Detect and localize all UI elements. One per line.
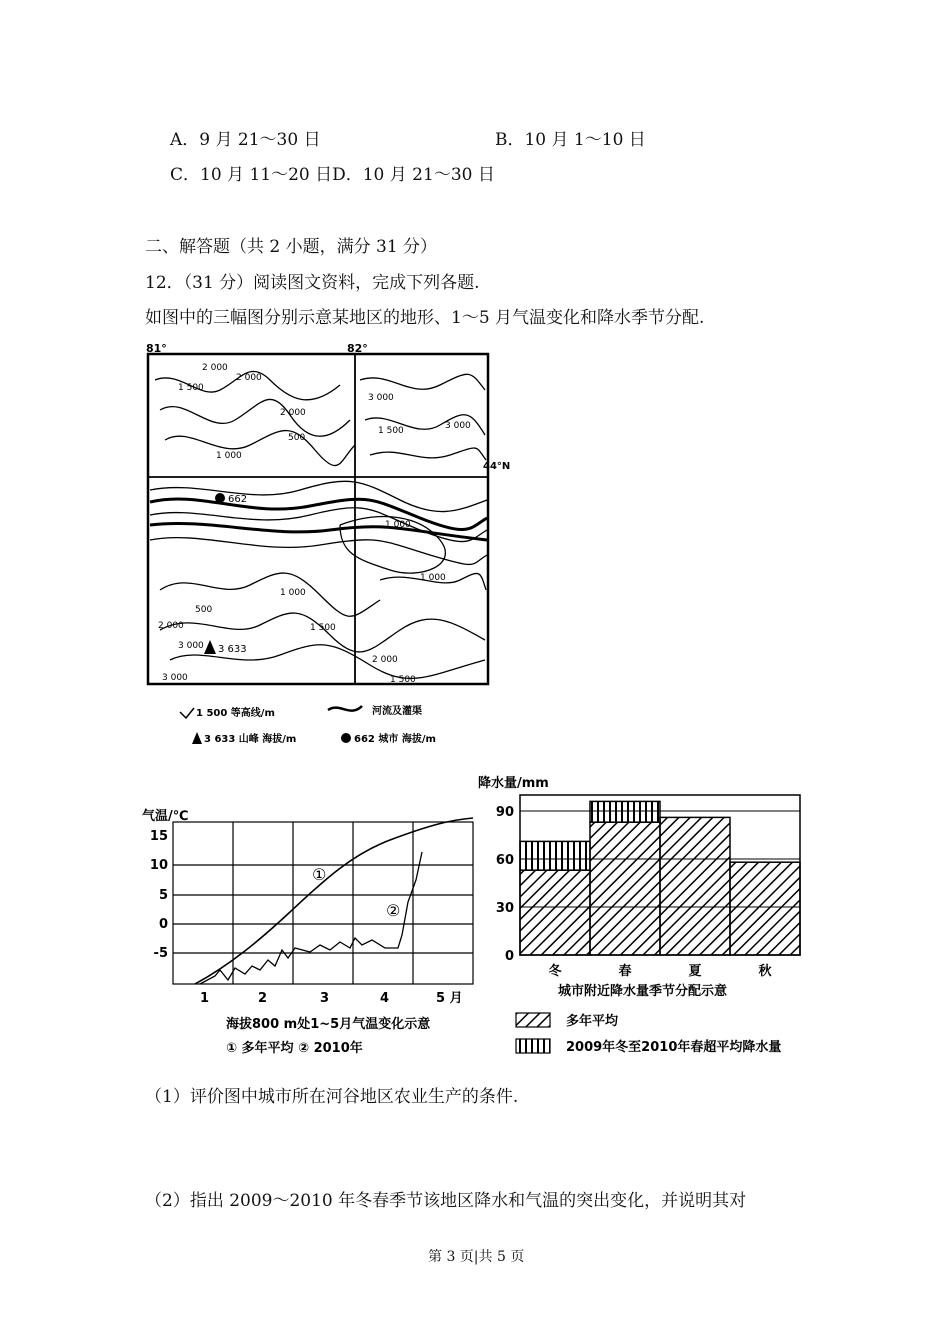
contour-label: 1 500 [378,426,404,436]
legend-excess-label: 2009年冬至2010年春超平均降水量 [566,1040,782,1055]
bar-excess-0 [520,841,590,870]
contour-label: 2 000 [202,363,228,373]
precip-chart-title: 城市附近降水量季节分配示意 [558,984,728,999]
peak-elevation: 3 633 [218,644,247,655]
precip-y-tick: 0 [504,949,514,964]
topographic-map [140,340,520,750]
option-cd: C．10 月 11～20 日D．10 月 21～30 日 [170,165,495,185]
legend-avg-swatch [516,1013,550,1027]
option-b: B．10 月 1～10 日 [495,130,646,150]
section-heading: 二、解答题（共 2 小题，满分 31 分） [145,237,438,257]
bar-average-2 [660,817,730,955]
lat-label-44: 44°N [483,461,511,472]
city-marker [215,493,225,503]
precip-category-label: 春 [618,964,632,979]
city-legend-icon [341,733,351,743]
temp-x-tick: 4 [380,991,390,1006]
temp-mark-2: ② [386,901,401,920]
peak-legend-icon [192,732,202,744]
bar-average-1 [590,822,660,955]
temperature-chart [140,790,485,1065]
temp-x-tick: 3 [320,991,330,1006]
temp-y-tick: -5 [153,946,168,961]
contour-label: 500 [288,433,306,443]
bar-average-3 [730,862,800,955]
contour-label: 1 000 [280,588,306,598]
contour-legend-icon [180,708,194,718]
question-title: 12．（31 分）阅读图文资料，完成下列各题. [145,273,480,293]
question-intro: 如图中的三幅图分别示意某地区的地形、1～5 月气温变化和降水季节分配. [145,308,705,328]
legend-excess-swatch [516,1039,550,1053]
contour-label: 2 000 [280,408,306,418]
temp-mark-1: ① [312,865,327,884]
temp-x-tick: 2 [258,991,268,1006]
bar-average-0 [520,870,590,955]
contour-label: 1 000 [216,451,242,461]
temp-chart-title: 海拔800 m处1~5月气温变化示意 [226,1017,431,1032]
legend-city: 662 城市 海拔/m [354,734,436,745]
bar-excess-1 [590,801,660,822]
temp-chart-legend: ① 多年平均 ② 2010年 [226,1041,363,1056]
contour-label: 1 500 [390,675,416,685]
temp-y-tick: 15 [149,829,168,844]
sub-question-1: （1）评价图中城市所在河谷地区农业生产的条件. [145,1087,519,1107]
contour-label: 3 000 [178,641,204,651]
contour-label: 1 000 [420,573,446,583]
contour-label: 2 000 [236,373,262,383]
contour-label: 1 000 [385,520,411,530]
precip-category-label: 冬 [548,964,562,979]
page-footer: 第 3 页|共 5 页 [428,1249,525,1265]
legend-avg-label: 多年平均 [566,1014,619,1029]
precip-y-tick: 90 [495,805,514,820]
temp-x-tick: 1 [200,991,210,1006]
contour-label: 3 000 [368,393,394,403]
temp-x-tick: 5 月 [436,991,463,1006]
legend-peak: 3 633 山峰 海拔/m [204,734,297,745]
temp-line-average [195,818,473,984]
city-elevation: 662 [228,494,248,505]
contour-label: 3 000 [445,421,471,431]
temp-y-tick: 5 [158,888,168,903]
legend-contour: 1 500 等高线/m [196,708,275,719]
contour-label: 1 500 [178,383,204,393]
precip-category-label: 秋 [758,964,772,979]
lon-label-81: 81° [146,342,167,355]
contour-label: 2 000 [372,655,398,665]
temp-y-label: 气温/℃ [142,809,189,824]
lon-label-82: 82° [347,342,368,355]
precip-y-tick: 30 [495,901,514,916]
temp-y-tick: 0 [158,917,168,932]
contour-label: 500 [195,605,213,615]
contour-label: 3 000 [162,673,188,683]
river-legend-icon [328,706,362,711]
sub-question-2: （2）指出 2009～2010 年冬春季节该地区降水和气温的突出变化，并说明其对 [145,1191,747,1211]
precip-y-label: 降水量/mm [478,776,549,791]
option-a: A．9 月 21～30 日 [170,130,321,150]
precip-y-tick: 60 [495,853,514,868]
contour-label: 2 000 [158,621,184,631]
precipitation-chart [470,765,810,1065]
contour-label: 1 500 [310,623,336,633]
temp-y-tick: 10 [149,858,168,873]
legend-river: 河流及灌渠 [372,706,422,717]
precip-category-label: 夏 [688,964,702,979]
